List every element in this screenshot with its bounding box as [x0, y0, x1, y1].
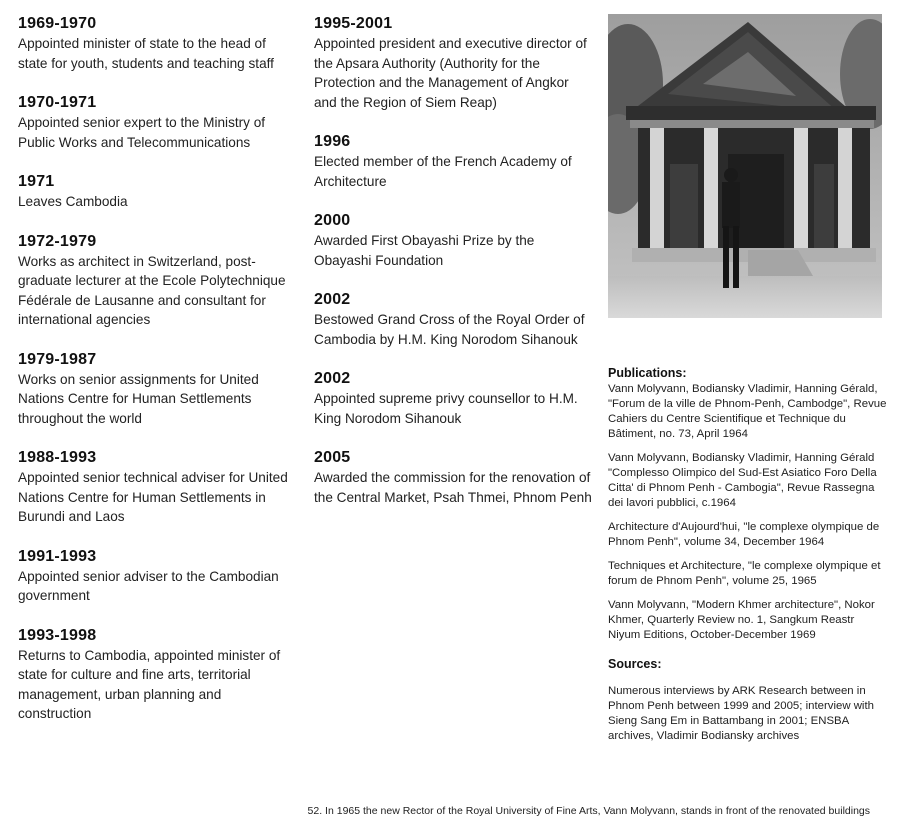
- timeline-year: 1970-1971: [18, 94, 97, 111]
- timeline-entry: [18, 14, 298, 73]
- timeline-entry: [18, 232, 298, 330]
- publications-heading: Publications:: [608, 366, 687, 380]
- right-column: [608, 14, 888, 753]
- timeline-text: Appointed senior expert to the Ministry of Public Works and Telecommunications: [18, 115, 266, 150]
- publication-item: Vann Molyvann, Bodiansky Vladimir, Hanning Gérald "Complesso Olimpico del Sud-Est Asiatico Foro Della Citta' di Phnom Penh - Cambogia", Revue Rassegna dei lavori pubblici, c.1964: [608, 452, 877, 509]
- photo-caption: 52. In 1965 the new Rector of the Royal University of Fine Arts, Vann Molyvann, stands in front of the renovated buildings: [307, 805, 870, 817]
- publications-section: [608, 366, 888, 643]
- timeline-year: 1996: [314, 133, 351, 150]
- timeline-year: 1988-1993: [18, 449, 97, 466]
- timeline-text: Appointed minister of state to the head of state for youth, students and teaching staff: [18, 36, 274, 71]
- sources-heading: Sources:: [608, 657, 662, 671]
- timeline-year: 1969-1970: [18, 15, 97, 32]
- sources-section: [608, 657, 888, 744]
- timeline-year: 1971: [18, 173, 55, 190]
- timeline-entry: [18, 547, 298, 606]
- timeline-text: Returns to Cambodia, appointed minister of state for culture and fine arts, territorial management, urban planning and construction: [18, 647, 281, 721]
- timeline-year: 2002: [314, 291, 351, 308]
- timeline-text: Appointed senior technical adviser for United Nations Centre for Human Settlements in Burundi and Laos: [18, 470, 288, 524]
- timeline-entry: [18, 93, 298, 152]
- timeline-year: 2002: [314, 370, 351, 387]
- timeline-text: Appointed supreme privy counsellor to H.M. King Norodom Sihanouk: [314, 391, 578, 426]
- timeline-text: Appointed president and executive director of the Apsara Authority (Authority for the Protection and the Management of Angkor and the Region of Siem Reap): [314, 36, 587, 110]
- building-illustration: [608, 14, 882, 318]
- timeline-text: Bestowed Grand Cross of the Royal Order of Cambodia by H.M. King Norodom Sihanouk: [314, 312, 585, 347]
- timeline-entry: [18, 350, 298, 429]
- timeline-left-column: [18, 14, 298, 744]
- timeline-year: 1991-1993: [18, 547, 97, 565]
- timeline-text: Leaves Cambodia: [18, 194, 128, 209]
- timeline-entry: [18, 172, 298, 212]
- timeline-year: 1979-1987: [18, 350, 97, 368]
- publication-item: Techniques et Architecture, "le complexe olympique et forum de Phnom Penh", volume 25, 1965: [608, 560, 881, 587]
- timeline-entry: [314, 290, 594, 349]
- publication-item: Vann Molyvann, "Modern Khmer architecture", Nokor Khmer, Quarterly Review no. 1, Sangkum Reastr Niyum Editions, October-December 1969: [608, 599, 875, 641]
- timeline-year: 1993-1998: [18, 626, 97, 644]
- publication-item: Vann Molyvann, Bodiansky Vladimir, Hanning Gérald, "Forum de la ville de Phnom-Penh, Cambodge", Revue Cahiers du Centre Scientifique et Technique du Bâtiment, no. 73, April 1964: [608, 383, 887, 440]
- timeline-text: Elected member of the French Academy of Architecture: [314, 154, 572, 189]
- timeline-entry: [314, 211, 594, 270]
- sources-text: Numerous interviews by ARK Research between in Phnom Penh between 1999 and 2005; interview with Sieng Sang Em in Battambang in 2001; ENSBA archives, Vladimir Bodiansky archives: [608, 685, 874, 742]
- timeline-middle-column: [314, 14, 594, 527]
- timeline-entry: [314, 448, 594, 507]
- timeline-entry: [18, 448, 298, 527]
- timeline-year: 2005: [314, 449, 351, 466]
- timeline-text: Works as architect in Switzerland, post-graduate lecturer at the Ecole Polytechnique Fédérale de Lausanne and consultant for international agencies: [18, 253, 286, 327]
- timeline-year: 1972-1979: [18, 232, 97, 250]
- timeline-entry: [314, 14, 594, 112]
- timeline-text: Appointed senior adviser to the Cambodian government: [18, 568, 279, 603]
- timeline-text: Awarded the commission for the renovation of the Central Market, Psah Thmei, Phnom Penh: [314, 470, 592, 505]
- timeline-entry: [18, 626, 298, 724]
- building-photo: [608, 14, 882, 318]
- timeline-text: Awarded First Obayashi Prize by the Obayashi Foundation: [314, 233, 535, 268]
- timeline-text: Works on senior assignments for United Nations Centre for Human Settlements throughout the world: [18, 371, 259, 426]
- timeline-year: 2000: [314, 212, 351, 229]
- timeline-year: 1995-2001: [314, 15, 393, 32]
- publication-item: Architecture d'Aujourd'hui, "le complexe olympique de Phnom Penh", volume 34, December 1964: [608, 521, 880, 548]
- timeline-entry: [314, 132, 594, 191]
- timeline-entry: [314, 369, 594, 428]
